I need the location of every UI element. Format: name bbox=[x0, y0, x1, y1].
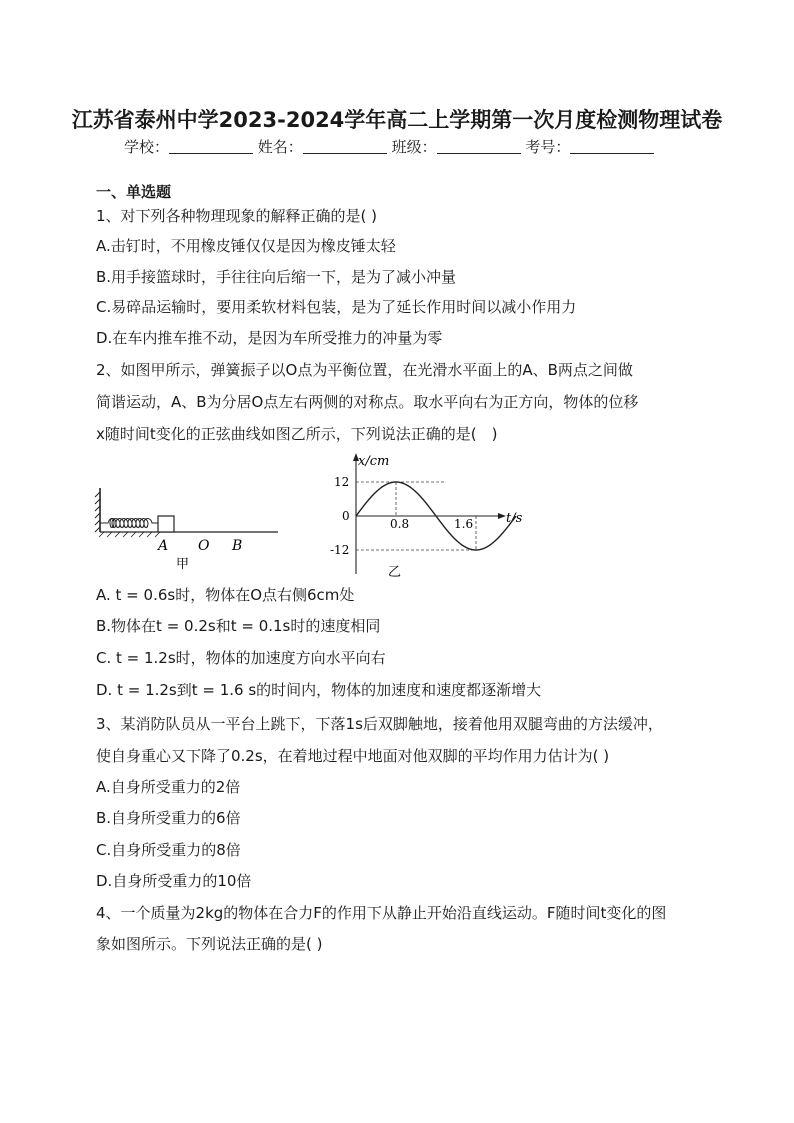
y-tick-12: 12 bbox=[334, 475, 350, 489]
x-tick-0.8: 0.8 bbox=[390, 517, 410, 531]
label-a: A bbox=[158, 538, 169, 554]
class-label: 班级： bbox=[391, 138, 437, 156]
number-label: 考号： bbox=[525, 138, 571, 156]
school-blank[interactable] bbox=[169, 139, 253, 154]
section-heading: 一、单选题 bbox=[96, 183, 172, 201]
q2-stem-line3: x随时间t变化的正弦曲线如图乙所示，下列说法正确的是( ) bbox=[96, 425, 498, 443]
name-label: 姓名： bbox=[257, 138, 303, 156]
oscillator-block bbox=[158, 516, 174, 532]
q4-stem-line2: 象如图所示。下列说法正确的是( ) bbox=[96, 935, 323, 953]
q3-stem-line2: 使自身重心又下降了0.2s，在着地过程中地面对他双脚的平均作用力估计为( ) bbox=[96, 747, 610, 765]
q2-option-d: D. t = 1.2s到t = 1.6 s的时间内，物体的加速度和速度都逐渐增大 bbox=[96, 681, 542, 699]
x-tick-1.6: 1.6 bbox=[454, 517, 474, 531]
figure-spring-oscillator bbox=[94, 482, 284, 572]
q2-stem-line1: 2、如图甲所示，弹簧振子以O点为平衡位置，在光滑水平面上的A、B两点之间做 bbox=[96, 361, 633, 379]
q2-stem-line2: 简谐运动，A、B为分居O点左右两侧的对称点。取水平向右为正方向，物体的位移 bbox=[96, 393, 639, 411]
x-axis-arrow bbox=[498, 513, 506, 519]
q3-option-b: B.自身所受重力的6倍 bbox=[96, 809, 241, 827]
class-blank[interactable] bbox=[437, 139, 521, 154]
figure-displacement-chart bbox=[326, 450, 536, 580]
q1-option-c: C.易碎品运输时，要用柔软材料包装，是为了延长作用时间以减小作用力 bbox=[96, 298, 577, 316]
q3-option-d: D.自身所受重力的10倍 bbox=[96, 872, 252, 890]
label-b: B bbox=[232, 538, 243, 554]
x-axis-label: t/s bbox=[506, 511, 523, 526]
q3-stem-line1: 3、某消防队员从一平台上跳下，下落1s后双脚触地，接着他用双腿弯曲的方法缓冲， bbox=[96, 715, 663, 733]
q4-stem-line1: 4、一个质量为2kg的物体在合力F的作用下从静止开始沿直线运动。F随时间t变化的图 bbox=[96, 904, 667, 922]
student-info-row bbox=[124, 136, 654, 157]
label-o: O bbox=[198, 538, 210, 554]
floor-hatch bbox=[99, 532, 160, 537]
q1-option-a: A.击钉时，不用橡皮锤仅仅是因为橡皮锤太轻 bbox=[96, 237, 396, 255]
q3-option-a: A.自身所受重力的2倍 bbox=[96, 778, 241, 796]
name-blank[interactable] bbox=[303, 139, 387, 154]
y-axis-label: x/cm bbox=[358, 454, 390, 469]
q2-option-a: A. t = 0.6s时，物体在O点右侧6cm处 bbox=[96, 586, 355, 604]
number-blank[interactable] bbox=[570, 139, 654, 154]
y-tick-0: 0 bbox=[342, 509, 350, 523]
q2-option-c: C. t = 1.2s时，物体的加速度方向水平向右 bbox=[96, 649, 386, 667]
q3-option-c: C.自身所受重力的8倍 bbox=[96, 841, 241, 859]
caption-jia: 甲 bbox=[176, 557, 190, 572]
school-label: 学校： bbox=[124, 138, 170, 156]
q1-option-d: D.在车内推车推不动，是因为车所受推力的冲量为零 bbox=[96, 329, 443, 347]
q2-option-b: B.物体在t = 0.2s和t = 0.1s时的速度相同 bbox=[96, 617, 381, 635]
y-tick-neg12: -12 bbox=[330, 543, 350, 557]
caption-yi: 乙 bbox=[388, 565, 402, 580]
exam-title: 江苏省泰州中学2023-2024学年高二上学期第一次月度检测物理试卷 bbox=[71, 108, 723, 132]
q1-option-b: B.用手接篮球时，手往往向后缩一下，是为了减小冲量 bbox=[96, 268, 457, 286]
spring-coil bbox=[100, 519, 158, 528]
q1-stem: 1、对下列各种物理现象的解释正确的是( ) bbox=[96, 207, 378, 225]
